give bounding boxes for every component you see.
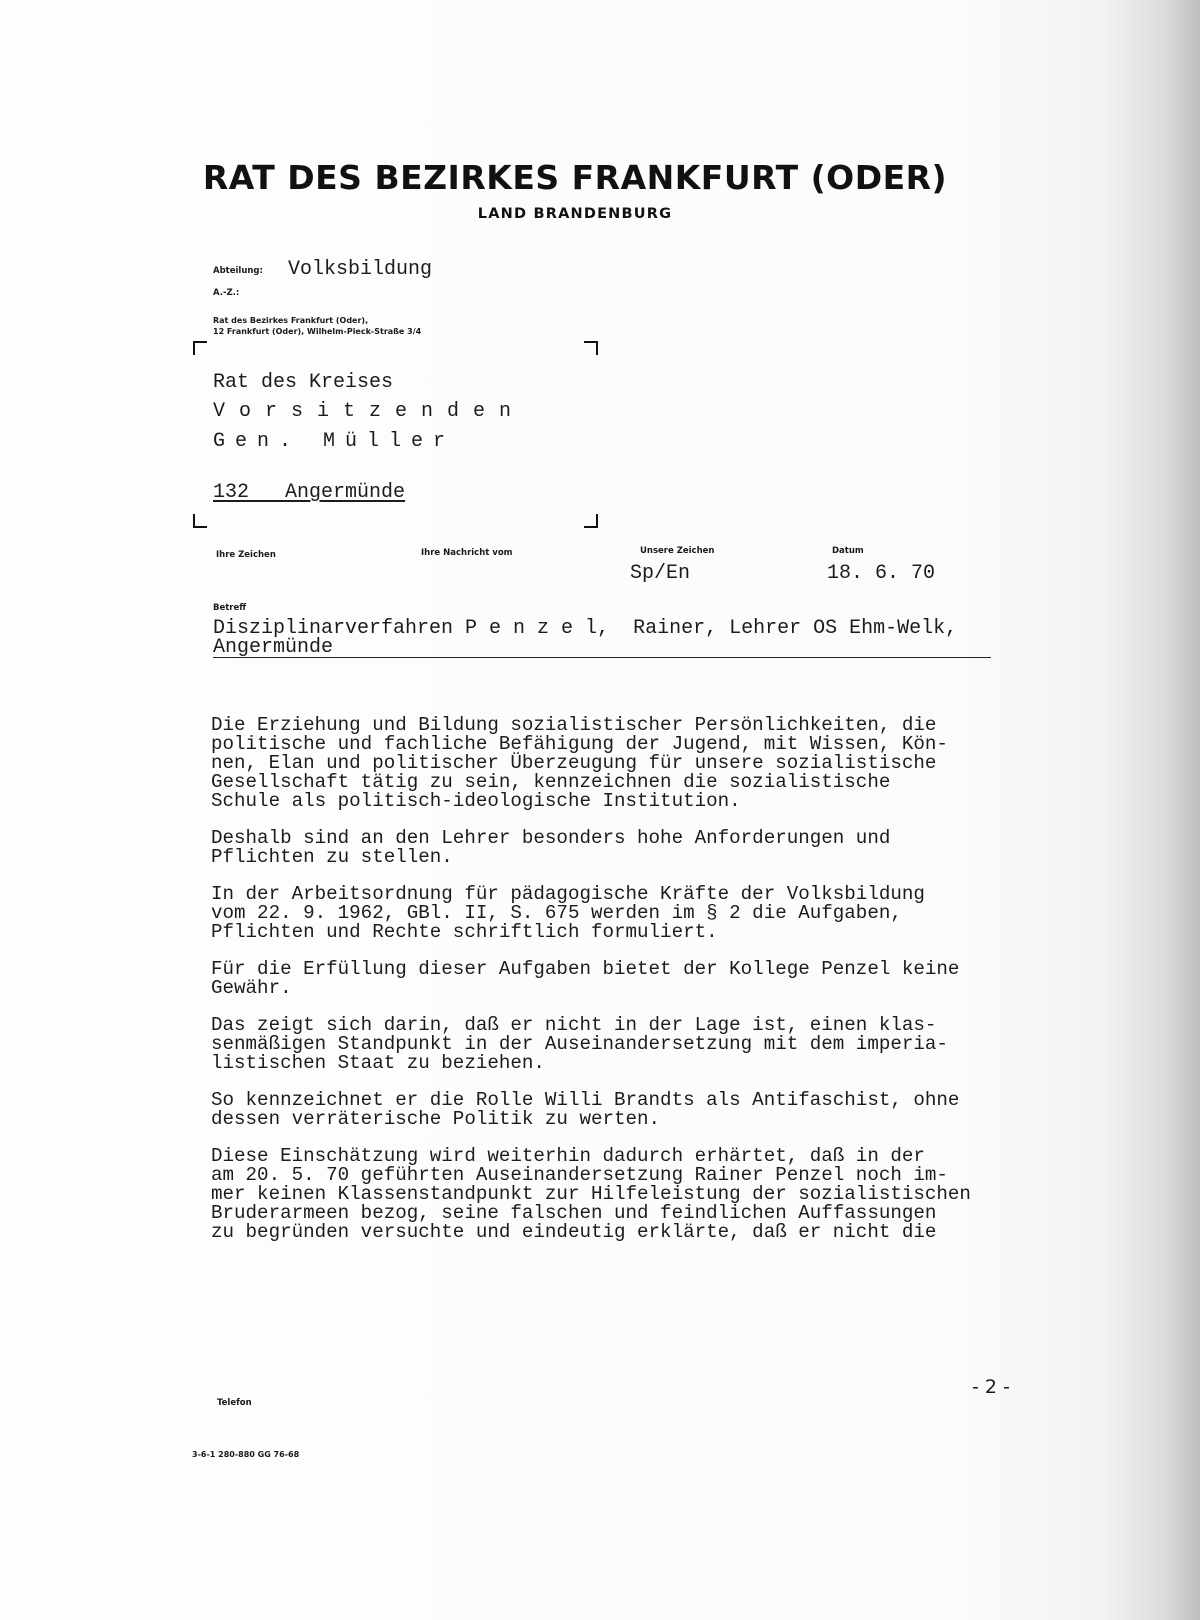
sender-address-line2: 12 Frankfurt (Oder), Wilhelm-Pieck-Straße 3/4 xyxy=(213,327,422,336)
recipient-line1: Rat des Kreises xyxy=(213,371,394,394)
body-paragraph: Deshalb sind an den Lehrer besonders hohe Anforderungen und Pflichten zu stellen. xyxy=(211,827,891,868)
date-value: 18. 6. 70 xyxy=(827,562,936,585)
recipient-city: Angermünde xyxy=(285,481,406,504)
address-window-corner xyxy=(193,341,207,355)
subject-label: Betreff xyxy=(213,603,247,613)
department-value: Volksbildung xyxy=(288,258,433,281)
recipient-line2: Vorsitzenden xyxy=(213,400,526,423)
body-paragraph: Das zeigt sich darin, daß er nicht in der Lage ist, einen klas- senmäßigen Standpunkt in der Auseinandersetzung mit dem imperia- listischen Staat zu beziehen. xyxy=(211,1014,948,1074)
our-reference-label: Unsere Zeichen xyxy=(640,546,715,556)
sender-address-line1: Rat des Bezirkes Frankfurt (Oder), xyxy=(213,316,369,325)
subject-line1: Disziplinarverfahren P e n z e l, Rainer, Lehrer OS Ehm-Welk, xyxy=(213,617,958,640)
recipient-postcode: 132 xyxy=(213,481,250,504)
organization-title: RAT DES BEZIRKES FRANKFURT (ODER) xyxy=(202,158,948,197)
print-code: 3-6-1 280-880 GG 76-68 xyxy=(192,1450,300,1459)
our-reference-value: Sp/En xyxy=(630,562,691,585)
page-continuation-marker: - 2 - xyxy=(972,1376,1010,1398)
subject-rule xyxy=(213,657,991,658)
address-window-corner xyxy=(584,341,598,355)
letter-body xyxy=(211,716,1031,1260)
phone-label: Telefon xyxy=(217,1398,252,1408)
state-subtitle: LAND BRANDENBURG xyxy=(477,206,673,222)
your-message-label: Ihre Nachricht vom xyxy=(421,548,513,558)
date-label: Datum xyxy=(832,546,864,556)
file-reference-label: A.-Z.: xyxy=(213,288,240,298)
subject-line2: Angermünde xyxy=(213,636,334,659)
recipient-city-line xyxy=(213,481,405,504)
body-paragraph: In der Arbeitsordnung für pädagogische Kräfte der Volksbildung vom 22. 9. 1962, GBl. II, S. 675 werden im § 2 die Aufgaben, Pflichten und Rechte schriftlich formuliert. xyxy=(211,883,925,943)
address-window-corner xyxy=(584,514,598,528)
body-paragraph: Für die Erfüllung dieser Aufgaben bietet der Kollege Penzel keine Gewähr. xyxy=(211,958,960,999)
department-label: Abteilung: xyxy=(213,266,263,276)
body-paragraph: Diese Einschätzung wird weiterhin dadurch erhärtet, daß in der am 20. 5. 70 geführten Auseinandersetzung Rainer Penzel noch im- mer keinen Klassenstandpunkt zur Hilfeleistung der sozialistischen Bruderarmeen bezog, seine falschen und feindlichen Auffassungen zu begründen versuchte und eindeutig erklärte, daß er nicht die xyxy=(211,1145,971,1243)
body-paragraph: Die Erziehung und Bildung sozialistischer Persönlichkeiten, die politische und fachliche Befähigung der Jugend, mit Wissen, Kön- nen, Elan und politischer Überzeugung für unsere sozialistische Gesellschaft tätig zu sein, kennzeichnen die sozialistische Schule als politisch-ideologische Institution. xyxy=(211,714,948,812)
your-reference-label: Ihre Zeichen xyxy=(216,550,276,560)
body-paragraph: So kennzeichnet er die Rolle Willi Brandts als Antifaschist, ohne dessen verräterische Politik zu werten. xyxy=(211,1089,960,1130)
recipient-line3: Gen. Müller xyxy=(213,430,456,453)
address-window-corner xyxy=(193,514,207,528)
